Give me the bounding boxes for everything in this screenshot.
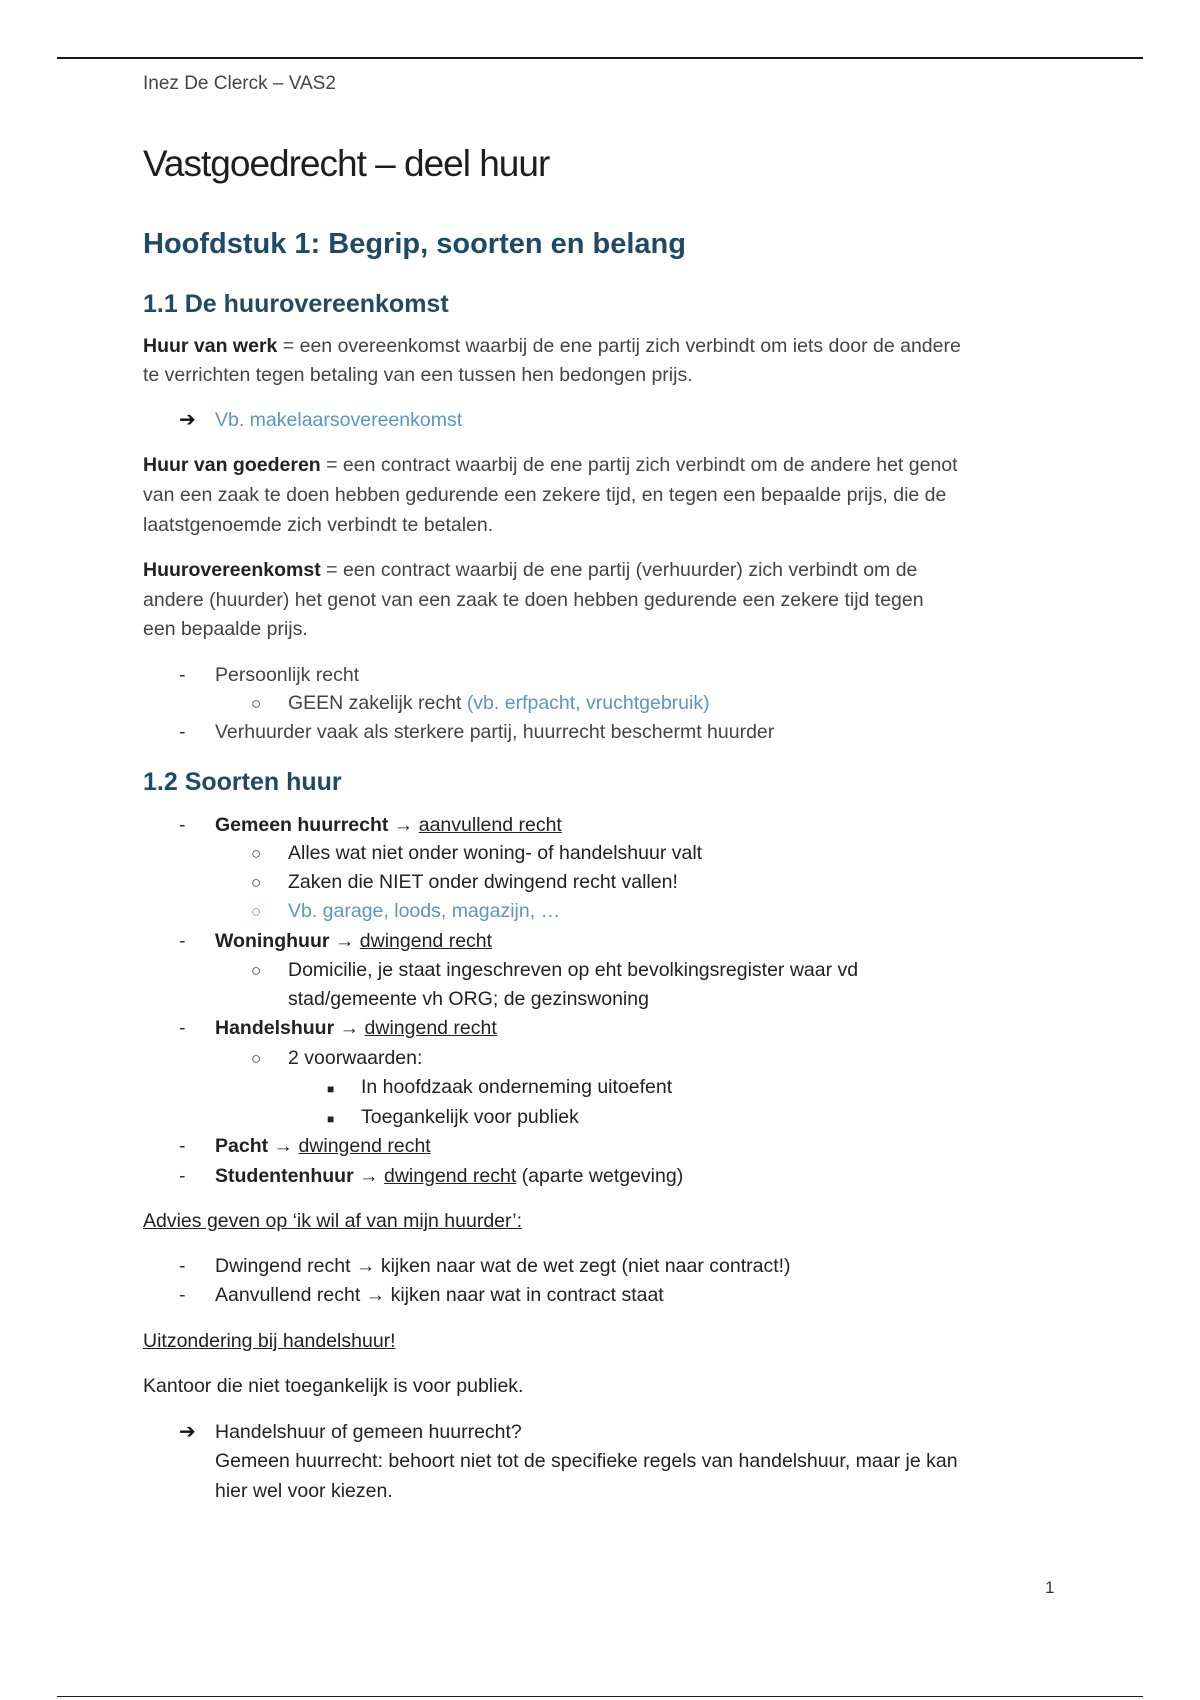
example-makelaar: Vb. makelaarsovereenkomst xyxy=(215,409,463,431)
huurovereenkomst-line1 xyxy=(143,556,917,585)
bullet-advies-aanvullend: - Aanvullend recht → kijken naar wat in contract staat xyxy=(179,1284,664,1306)
bullet-advies-dwingend: - Dwingend recht → kijken naar wat de wet zegt (niet naar contract!) xyxy=(179,1255,791,1277)
huur-van-werk-line2: te verrichten tegen betaling van een tussen hen bedongen prijs. xyxy=(143,364,693,386)
def-huur-van-werk-1: = een overeenkomst waarbij de ene partij zich verbindt om iets door de andere xyxy=(277,335,961,357)
section-1-1-heading: 1.1 De huurovereenkomst xyxy=(143,290,449,318)
def-huur-van-goederen-1: = een contract waarbij de ene partij zich verbindt om de andere het genot xyxy=(320,454,958,476)
top-rule xyxy=(57,57,1143,59)
huur-van-goederen-line1 xyxy=(143,451,958,480)
bottom-rule xyxy=(57,1696,1143,1697)
bullet-pacht: - Pacht → dwingend recht xyxy=(179,1135,431,1157)
term-huurovereenkomst: Huurovereenkomst xyxy=(143,559,321,581)
chapter-heading: Hoofdstuk 1: Begrip, soorten en belang xyxy=(143,228,686,260)
bullet-verhuurder: - Verhuurder vaak als sterkere partij, huurrecht beschermt huurder xyxy=(179,721,775,743)
arrow-right-icon: ➔ xyxy=(179,1421,196,1443)
document-title: Vastgoedrecht – deel huur xyxy=(143,143,550,184)
sub-gemeen-1: ○ Alles wat niet onder woning- of handelshuur valt xyxy=(251,842,703,864)
sub-bullet-geen-zakelijk: ○ GEEN zakelijk recht (vb. erfpacht, vruchtgebruik) xyxy=(251,692,710,714)
sub-gemeen-2: ○ Zaken die NIET onder dwingend recht vallen! xyxy=(251,871,678,893)
sub-woning-1-cont: stad/gemeente vh ORG; de gezinswoning xyxy=(288,988,649,1010)
page-number: 1 xyxy=(1045,1578,1055,1597)
bullet-gemeen-huurrecht: - Gemeen huurrecht → aanvullend recht xyxy=(179,814,562,836)
advies-heading: Advies geven op ‘ik wil af van mijn huurder’: xyxy=(143,1210,522,1232)
bullet-persoonlijk-recht: - Persoonlijk recht xyxy=(179,664,360,686)
huur-van-werk-line1 xyxy=(143,332,961,361)
sub-handels-1: ○ 2 voorwaarden: xyxy=(251,1047,423,1069)
bullet-woninghuur: - Woninghuur → dwingend recht xyxy=(179,930,493,952)
section-1-2-heading: 1.2 Soorten huur xyxy=(143,768,342,796)
def-huurovereenkomst-1: = een contract waarbij de ene partij (verhuurder) zich verbindt om de xyxy=(320,559,918,581)
huurovereenkomst-line2: andere (huurder) het genot van een zaak te doen hebben gedurende een zekere tijd tegen xyxy=(143,589,924,611)
huurovereenkomst-line3: een bepaalde prijs. xyxy=(143,618,308,640)
uitzondering-heading: Uitzondering bij handelshuur! xyxy=(143,1330,396,1352)
header-author-note: Inez De Clerck – VAS2 xyxy=(143,73,336,94)
uitzondering-text: Kantoor die niet toegankelijk is voor publiek. xyxy=(143,1375,524,1397)
cond-handels-2: ■ Toegankelijk voor publiek xyxy=(327,1106,579,1128)
huur-van-goederen-line3: laatstgenoemde zich verbindt te betalen. xyxy=(143,514,494,536)
huur-van-goederen-line2: van een zaak te doen hebben gedurende een zekere tijd, en tegen een bepaalde prijs, die de xyxy=(143,484,947,506)
uitzondering-answer-2: hier wel voor kiezen. xyxy=(215,1480,393,1502)
example-arrow-item xyxy=(179,406,462,435)
arrow-right-icon: ➔ xyxy=(179,409,196,431)
uitzondering-answer-1: Gemeen huurrecht: behoort niet tot de specifieke regels van handelshuur, maar je kan xyxy=(215,1450,958,1472)
uitzondering-question: ➔ Handelshuur of gemeen huurrecht? xyxy=(179,1418,522,1447)
cond-handels-1: ■ In hoofdzaak onderneming uitoefent xyxy=(327,1076,673,1098)
bullet-studentenhuur: - Studentenhuur → dwingend recht (aparte wetgeving) xyxy=(179,1165,684,1187)
term-huur-van-werk: Huur van werk xyxy=(143,335,278,357)
bullet-handelshuur: - Handelshuur → dwingend recht xyxy=(179,1017,497,1039)
term-huur-van-goederen: Huur van goederen xyxy=(143,454,321,476)
sub-woning-1: ○ Domicilie, je staat ingeschreven op eht bevolkingsregister waar vd xyxy=(251,959,859,981)
sub-gemeen-3: ○ Vb. garage, loods, magazijn, … xyxy=(251,900,561,922)
